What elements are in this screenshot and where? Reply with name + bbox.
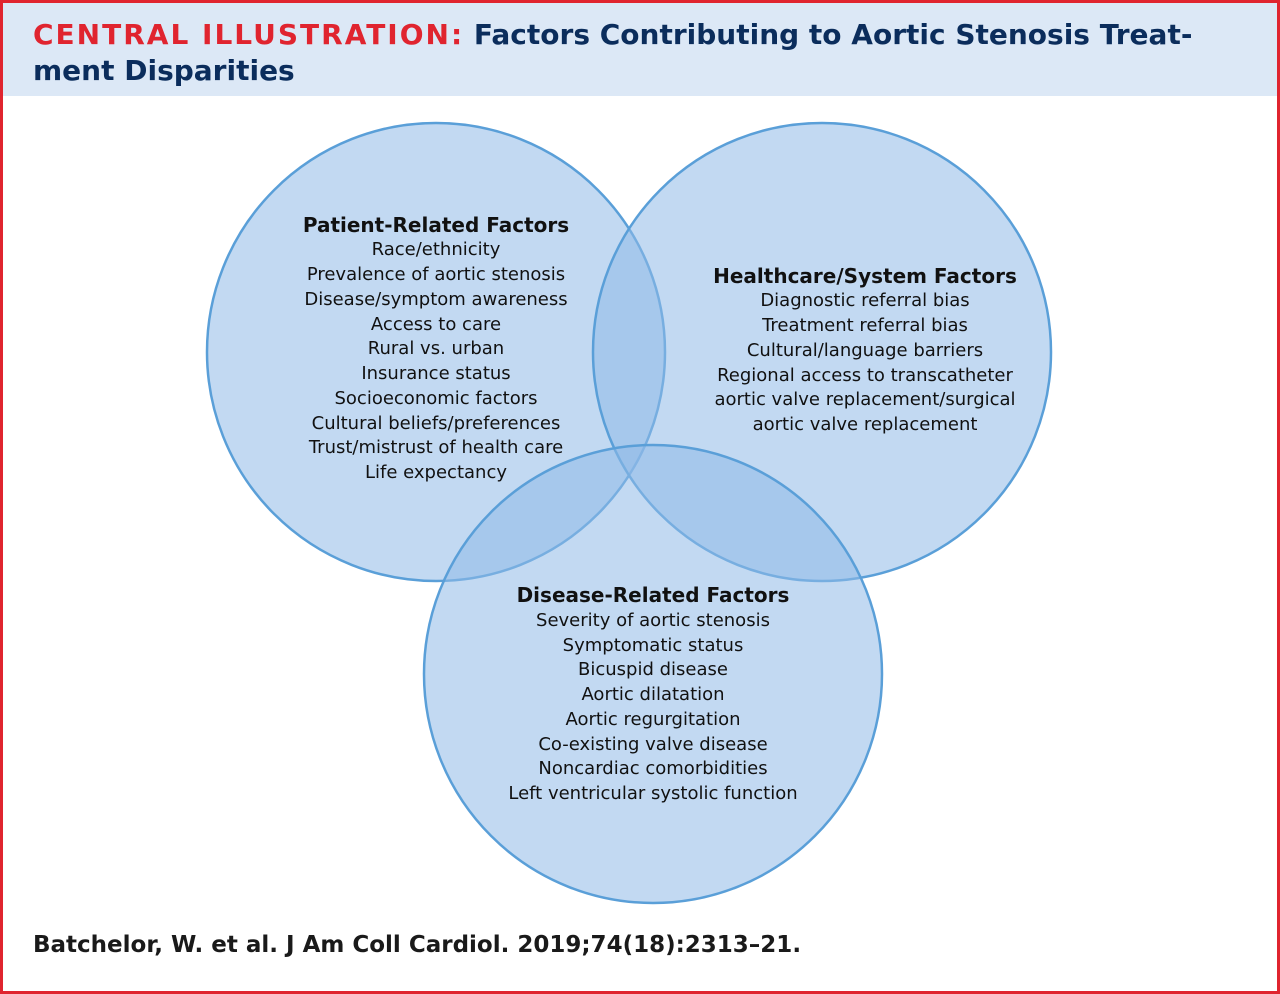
citation: Batchelor, W. et al. J Am Coll Cardiol. 2019;74(18):2313–21. <box>33 932 802 958</box>
patient-factor-item: Cultural beliefs/preferences <box>311 413 561 434</box>
patient-factor-item: Insurance status <box>361 363 511 384</box>
patient-factor-item: Prevalence of aortic stenosis <box>306 264 566 285</box>
disease-factor-item: Aortic regurgitation <box>565 709 741 730</box>
healthcare-factor-item: Regional access to transcatheter <box>717 365 1013 386</box>
disease-factors-heading: Disease-Related Factors <box>516 583 790 607</box>
disease-factor-item: Symptomatic status <box>562 635 744 656</box>
central-illustration-label: CENTRAL ILLUSTRATION: <box>33 18 465 51</box>
healthcare-factor-item: aortic valve replacement/surgical <box>714 389 1016 410</box>
patient-factor-item: Disease/symptom awareness <box>304 289 568 310</box>
healthcare-factor-item: Treatment referral bias <box>762 315 968 336</box>
healthcare-factor-item: aortic valve replacement <box>752 414 978 435</box>
healthcare-factor-item: Cultural/language barriers <box>746 340 984 361</box>
venn-diagram <box>3 3 1277 991</box>
patient-factors-heading: Patient-Related Factors <box>302 213 570 237</box>
patient-factor-item: Life expectancy <box>364 462 508 483</box>
healthcare-factors-heading: Healthcare/System Factors <box>713 264 1017 288</box>
disease-factor-item: Noncardiac comorbidities <box>538 758 768 779</box>
disease-factor-item: Bicuspid disease <box>578 659 728 680</box>
illustration-title: Factors Contributing to Aortic Stenosis Treat- <box>473 18 1193 51</box>
disease-factor-item: Co-existing valve disease <box>538 734 768 755</box>
disease-factor-item: Severity of aortic stenosis <box>536 610 770 631</box>
disease-factor-item: Aortic dilatation <box>581 684 725 705</box>
patient-factor-item: Rural vs. urban <box>367 338 505 359</box>
disease-factor-item: Left ventricular systolic function <box>508 783 798 804</box>
illustration-title-continued: ment Disparities <box>33 54 295 87</box>
patient-factor-item: Access to care <box>370 314 502 335</box>
patient-factor-item: Trust/mistrust of health care <box>308 437 564 458</box>
healthcare-factor-item: Diagnostic referral bias <box>760 290 970 311</box>
patient-factor-item: Race/ethnicity <box>371 239 501 260</box>
patient-factor-item: Socioeconomic factors <box>334 388 538 409</box>
